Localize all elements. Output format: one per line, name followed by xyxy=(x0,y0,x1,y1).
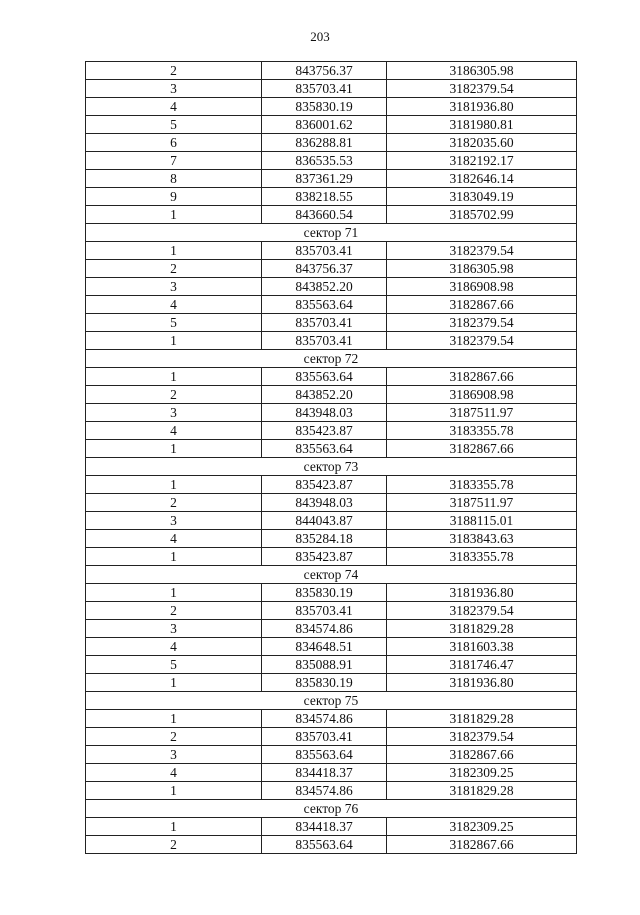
table-row xyxy=(86,80,577,98)
y-coordinate-cell: 3182379.54 xyxy=(387,728,577,746)
point-number-cell: 1 xyxy=(86,368,262,386)
point-number-cell: 6 xyxy=(86,134,262,152)
table-row xyxy=(86,710,577,728)
table-row xyxy=(86,746,577,764)
table-row xyxy=(86,440,577,458)
y-coordinate-cell: 3182867.66 xyxy=(387,440,577,458)
sector-header-row xyxy=(86,692,577,710)
y-coordinate-cell: 3186908.98 xyxy=(387,386,577,404)
y-coordinate-cell: 3183355.78 xyxy=(387,548,577,566)
y-coordinate-cell: 3181936.80 xyxy=(387,584,577,602)
y-coordinate-cell: 3183049.19 xyxy=(387,188,577,206)
x-coordinate-cell: 843756.37 xyxy=(262,62,387,80)
point-number-cell: 1 xyxy=(86,710,262,728)
y-coordinate-cell: 3183355.78 xyxy=(387,476,577,494)
table-row xyxy=(86,188,577,206)
table-row xyxy=(86,242,577,260)
x-coordinate-cell: 835563.64 xyxy=(262,368,387,386)
x-coordinate-cell: 843756.37 xyxy=(262,260,387,278)
y-coordinate-cell: 3186305.98 xyxy=(387,62,577,80)
y-coordinate-cell: 3182867.66 xyxy=(387,296,577,314)
y-coordinate-cell: 3181980.81 xyxy=(387,116,577,134)
point-number-cell: 1 xyxy=(86,548,262,566)
page-number: 203 xyxy=(310,29,330,44)
x-coordinate-cell: 835703.41 xyxy=(262,314,387,332)
y-coordinate-cell: 3181829.28 xyxy=(387,710,577,728)
point-number-cell: 2 xyxy=(86,386,262,404)
x-coordinate-cell: 835703.41 xyxy=(262,602,387,620)
x-coordinate-cell: 835423.87 xyxy=(262,476,387,494)
point-number-cell: 5 xyxy=(86,656,262,674)
y-coordinate-cell: 3182379.54 xyxy=(387,602,577,620)
table-row xyxy=(86,134,577,152)
x-coordinate-cell: 834418.37 xyxy=(262,764,387,782)
table-row xyxy=(86,116,577,134)
point-number-cell: 2 xyxy=(86,602,262,620)
x-coordinate-cell: 835703.41 xyxy=(262,80,387,98)
sector-label: сектор 72 xyxy=(86,350,577,368)
sector-label: сектор 71 xyxy=(86,224,577,242)
x-coordinate-cell: 835830.19 xyxy=(262,584,387,602)
point-number-cell: 4 xyxy=(86,638,262,656)
point-number-cell: 7 xyxy=(86,152,262,170)
point-number-cell: 2 xyxy=(86,62,262,80)
table-row xyxy=(86,170,577,188)
table-row xyxy=(86,476,577,494)
x-coordinate-cell: 843660.54 xyxy=(262,206,387,224)
table-row xyxy=(86,314,577,332)
y-coordinate-cell: 3182867.66 xyxy=(387,368,577,386)
y-coordinate-cell: 3181829.28 xyxy=(387,620,577,638)
x-coordinate-cell: 835563.64 xyxy=(262,296,387,314)
y-coordinate-cell: 3182379.54 xyxy=(387,314,577,332)
y-coordinate-cell: 3187511.97 xyxy=(387,404,577,422)
y-coordinate-cell: 3188115.01 xyxy=(387,512,577,530)
y-coordinate-cell: 3182379.54 xyxy=(387,80,577,98)
point-number-cell: 8 xyxy=(86,170,262,188)
table-row xyxy=(86,296,577,314)
x-coordinate-cell: 835703.41 xyxy=(262,728,387,746)
x-coordinate-cell: 835830.19 xyxy=(262,674,387,692)
x-coordinate-cell: 835703.41 xyxy=(262,332,387,350)
point-number-cell: 1 xyxy=(86,584,262,602)
sector-header-row xyxy=(86,224,577,242)
point-number-cell: 3 xyxy=(86,512,262,530)
table-row xyxy=(86,530,577,548)
y-coordinate-cell: 3185702.99 xyxy=(387,206,577,224)
point-number-cell: 1 xyxy=(86,242,262,260)
y-coordinate-cell: 3182867.66 xyxy=(387,836,577,854)
point-number-cell: 2 xyxy=(86,494,262,512)
y-coordinate-cell: 3181746.47 xyxy=(387,656,577,674)
point-number-cell: 1 xyxy=(86,332,262,350)
y-coordinate-cell: 3182379.54 xyxy=(387,332,577,350)
table-row xyxy=(86,404,577,422)
table-row xyxy=(86,782,577,800)
sector-header-row xyxy=(86,800,577,818)
table-row xyxy=(86,494,577,512)
point-number-cell: 1 xyxy=(86,674,262,692)
sector-label: сектор 75 xyxy=(86,692,577,710)
sector-header-row xyxy=(86,350,577,368)
coordinates-table xyxy=(85,61,577,854)
table-row xyxy=(86,728,577,746)
x-coordinate-cell: 835563.64 xyxy=(262,440,387,458)
y-coordinate-cell: 3181603.38 xyxy=(387,638,577,656)
table-row xyxy=(86,548,577,566)
y-coordinate-cell: 3182867.66 xyxy=(387,746,577,764)
point-number-cell: 5 xyxy=(86,314,262,332)
y-coordinate-cell: 3182309.25 xyxy=(387,818,577,836)
point-number-cell: 1 xyxy=(86,440,262,458)
x-coordinate-cell: 835830.19 xyxy=(262,98,387,116)
point-number-cell: 4 xyxy=(86,422,262,440)
table-row xyxy=(86,206,577,224)
x-coordinate-cell: 836001.62 xyxy=(262,116,387,134)
x-coordinate-cell: 836288.81 xyxy=(262,134,387,152)
point-number-cell: 4 xyxy=(86,296,262,314)
sector-label: сектор 76 xyxy=(86,800,577,818)
table-row xyxy=(86,332,577,350)
x-coordinate-cell: 835284.18 xyxy=(262,530,387,548)
sector-label: сектор 73 xyxy=(86,458,577,476)
point-number-cell: 4 xyxy=(86,98,262,116)
point-number-cell: 4 xyxy=(86,764,262,782)
x-coordinate-cell: 834574.86 xyxy=(262,620,387,638)
x-coordinate-cell: 835088.91 xyxy=(262,656,387,674)
x-coordinate-cell: 834574.86 xyxy=(262,782,387,800)
x-coordinate-cell: 836535.53 xyxy=(262,152,387,170)
table-row xyxy=(86,278,577,296)
x-coordinate-cell: 835703.41 xyxy=(262,242,387,260)
point-number-cell: 3 xyxy=(86,746,262,764)
table-row xyxy=(86,260,577,278)
table-row xyxy=(86,620,577,638)
point-number-cell: 3 xyxy=(86,80,262,98)
table-row xyxy=(86,422,577,440)
point-number-cell: 1 xyxy=(86,206,262,224)
table-row xyxy=(86,368,577,386)
y-coordinate-cell: 3186908.98 xyxy=(387,278,577,296)
point-number-cell: 1 xyxy=(86,818,262,836)
y-coordinate-cell: 3183843.63 xyxy=(387,530,577,548)
sector-header-row xyxy=(86,458,577,476)
coordinates-table-body xyxy=(86,62,577,854)
y-coordinate-cell: 3181936.80 xyxy=(387,674,577,692)
x-coordinate-cell: 837361.29 xyxy=(262,170,387,188)
point-number-cell: 5 xyxy=(86,116,262,134)
table-row xyxy=(86,836,577,854)
x-coordinate-cell: 835423.87 xyxy=(262,548,387,566)
y-coordinate-cell: 3186305.98 xyxy=(387,260,577,278)
point-number-cell: 2 xyxy=(86,260,262,278)
point-number-cell: 4 xyxy=(86,530,262,548)
x-coordinate-cell: 844043.87 xyxy=(262,512,387,530)
table-row xyxy=(86,584,577,602)
table-row xyxy=(86,818,577,836)
y-coordinate-cell: 3181936.80 xyxy=(387,98,577,116)
y-coordinate-cell: 3181829.28 xyxy=(387,782,577,800)
x-coordinate-cell: 843852.20 xyxy=(262,386,387,404)
y-coordinate-cell: 3182379.54 xyxy=(387,242,577,260)
point-number-cell: 3 xyxy=(86,278,262,296)
x-coordinate-cell: 835563.64 xyxy=(262,836,387,854)
table-row xyxy=(86,152,577,170)
table-row xyxy=(86,98,577,116)
x-coordinate-cell: 835563.64 xyxy=(262,746,387,764)
y-coordinate-cell: 3182035.60 xyxy=(387,134,577,152)
sector-header-row xyxy=(86,566,577,584)
table-row xyxy=(86,386,577,404)
y-coordinate-cell: 3187511.97 xyxy=(387,494,577,512)
point-number-cell: 2 xyxy=(86,728,262,746)
table-row xyxy=(86,656,577,674)
y-coordinate-cell: 3183355.78 xyxy=(387,422,577,440)
point-number-cell: 1 xyxy=(86,476,262,494)
table-row xyxy=(86,674,577,692)
x-coordinate-cell: 838218.55 xyxy=(262,188,387,206)
point-number-cell: 9 xyxy=(86,188,262,206)
x-coordinate-cell: 834418.37 xyxy=(262,818,387,836)
y-coordinate-cell: 3182192.17 xyxy=(387,152,577,170)
y-coordinate-cell: 3182309.25 xyxy=(387,764,577,782)
point-number-cell: 3 xyxy=(86,404,262,422)
point-number-cell: 2 xyxy=(86,836,262,854)
table-row xyxy=(86,512,577,530)
point-number-cell: 3 xyxy=(86,620,262,638)
table-row xyxy=(86,602,577,620)
table-row xyxy=(86,638,577,656)
x-coordinate-cell: 834648.51 xyxy=(262,638,387,656)
x-coordinate-cell: 843948.03 xyxy=(262,404,387,422)
point-number-cell: 1 xyxy=(86,782,262,800)
y-coordinate-cell: 3182646.14 xyxy=(387,170,577,188)
table-row xyxy=(86,62,577,80)
sector-label: сектор 74 xyxy=(86,566,577,584)
x-coordinate-cell: 835423.87 xyxy=(262,422,387,440)
x-coordinate-cell: 843948.03 xyxy=(262,494,387,512)
table-row xyxy=(86,764,577,782)
x-coordinate-cell: 843852.20 xyxy=(262,278,387,296)
x-coordinate-cell: 834574.86 xyxy=(262,710,387,728)
